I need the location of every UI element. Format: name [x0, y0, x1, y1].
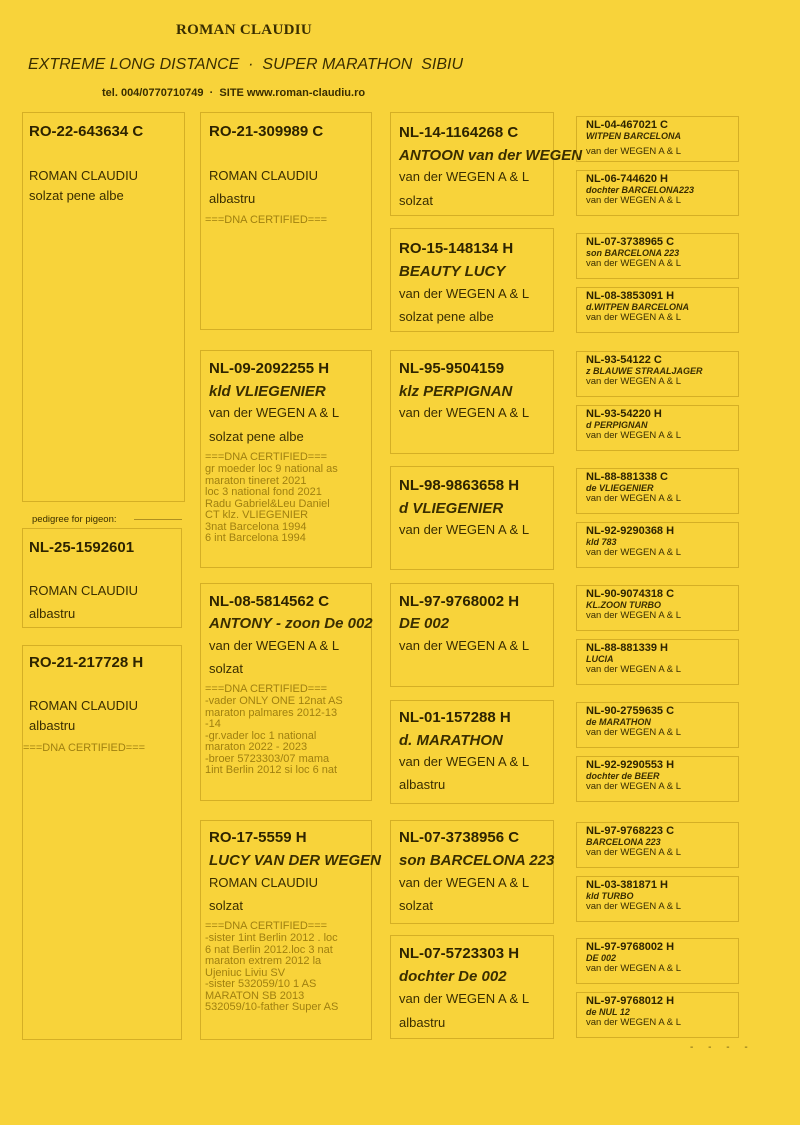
gen4-ring: NL-07-3738965 C — [586, 236, 675, 248]
gen2-owner: van der WEGEN A & L — [209, 638, 340, 653]
gen3-box-2 — [390, 228, 554, 332]
gen3-owner: van der WEGEN A & L — [399, 754, 530, 769]
dam-color: albastru — [29, 718, 76, 733]
gen3-box-3 — [390, 350, 554, 454]
gen2-name: ANTONY - zoon De 002 — [209, 615, 373, 632]
dam-dna: ===DNA CERTIFIED=== — [23, 742, 146, 754]
gen3-owner: van der WEGEN A & L — [399, 638, 530, 653]
gen2-color: solzat pene albe — [209, 429, 304, 444]
gen3-color: albastru — [399, 1015, 446, 1030]
gen3-color: solzat pene albe — [399, 309, 494, 324]
gen4-box-2 — [576, 170, 739, 216]
gen3-box-1 — [390, 112, 583, 216]
gen4-ring: NL-90-2759635 C — [586, 705, 675, 717]
gen3-name: BEAUTY LUCY — [399, 263, 506, 280]
sire-owner: ROMAN CLAUDIU — [29, 168, 139, 183]
gen4-box-8 — [576, 522, 739, 568]
gen3-owner: van der WEGEN A & L — [399, 405, 530, 420]
gen3-name: dochter De 002 — [399, 968, 507, 985]
gen4-name: son BARCELONA 223 — [586, 248, 680, 258]
gen3-ring: NL-01-157288 H — [399, 709, 511, 726]
gen4-owner: van der WEGEN A & L — [586, 727, 682, 738]
gen2-name: LUCY VAN DER WEGEN — [209, 852, 381, 869]
gen3-name: klz PERPIGNAN — [399, 383, 513, 400]
gen4-ring: NL-92-9290368 H — [586, 525, 675, 537]
gen4-owner: van der WEGEN A & L — [586, 146, 682, 157]
sire-ring: RO-22-643634 C — [29, 123, 144, 140]
gen3-owner: van der WEGEN A & L — [399, 991, 530, 1006]
gen4-box-1 — [576, 116, 739, 162]
subject-box — [22, 528, 182, 628]
gen3-owner: van der WEGEN A & L — [399, 169, 530, 184]
gen3-owner: van der WEGEN A & L — [399, 875, 530, 890]
gen3-name: d VLIEGENIER — [399, 500, 504, 517]
gen4-box-7 — [576, 468, 739, 514]
gen4-ring: NL-88-881339 H — [586, 642, 668, 654]
gen4-ring: NL-03-381871 H — [586, 879, 668, 891]
subtitle: EXTREME LONG DISTANCE · SUPER MARATHON SIBIU — [28, 56, 464, 73]
subject-ring: NL-25-1592601 — [29, 539, 135, 556]
gen4-owner: van der WEGEN A & L — [586, 312, 682, 323]
contact-line: tel. 004/0770710749 · SITE www.roman-claudiu.ro — [102, 87, 366, 99]
gen4-owner: van der WEGEN A & L — [586, 781, 682, 792]
gen2-dna: ===DNA CERTIFIED=== — [205, 683, 328, 695]
gen4-name: dochter de BEER — [586, 771, 660, 781]
gen4-owner: van der WEGEN A & L — [586, 963, 682, 974]
gen2-color: solzat — [209, 898, 243, 913]
gen3-name: ANTOON van der WEGEN — [399, 147, 583, 164]
gen2-notes: gr moeder loc 9 national as maraton tineret 2021 loc 3 national fond 2021 Radu Gabriel&Leu Daniel CT klz. VLIEGENIER 3nat Barcelona 1994 6 int Barcelona 1994 — [205, 463, 338, 544]
gen2-notes: -sister 1int Berlin 2012 . loc 6 nat Berlin 2012.loc 3 nat maraton extrem 2012 la Ujeniuc Liviu SV -sister 532059/10 1 AS MARATON SB 2013 532059/10-father Super AS — [205, 932, 339, 1013]
gen2-box-4 — [200, 820, 381, 1040]
gen3-box-8 — [390, 935, 554, 1039]
gen4-name: kld TURBO — [586, 891, 634, 901]
gen4-box-10 — [576, 639, 739, 685]
gen4-name: de VLIEGENIER — [586, 483, 654, 493]
page-dots: - - - - — [690, 1042, 754, 1053]
dam-ring: RO-21-217728 H — [29, 654, 144, 671]
gen2-notes: -vader ONLY ONE 12nat AS maraton palmares 2012-13 -14 -gr.vader loc 1 national maraton 2022 - 2023 -broer 5723303/07 mama 1int Berlin 2012 si loc 6 nat — [205, 695, 343, 776]
gen4-ring: NL-90-9074318 C — [586, 588, 675, 600]
gen4-owner: van der WEGEN A & L — [586, 1017, 682, 1028]
gen4-owner: van der WEGEN A & L — [586, 547, 682, 558]
gen4-ring: NL-92-9290553 H — [586, 759, 675, 771]
gen4-ring: NL-93-54220 H — [586, 408, 662, 420]
gen2-owner: ROMAN CLAUDIU — [209, 875, 319, 890]
gen4-owner: van der WEGEN A & L — [586, 901, 682, 912]
gen4-ring: NL-06-744620 H — [586, 173, 668, 185]
gen2-ring: NL-09-2092255 H — [209, 360, 330, 377]
gen4-name: kld 783 — [586, 537, 617, 547]
gen2-box-3 — [200, 583, 372, 801]
gen3-box-6 — [390, 700, 554, 804]
subject-color: albastru — [29, 606, 76, 621]
gen3-name: d. MARATHON — [399, 732, 503, 749]
gen4-box-12 — [576, 756, 739, 802]
gen4-name: dochter BARCELONA223 — [586, 185, 695, 195]
dam-box — [22, 645, 182, 1040]
gen4-ring: NL-97-9768002 H — [586, 941, 675, 953]
gen4-ring: NL-08-3853091 H — [586, 290, 675, 302]
gen4-box-14 — [576, 876, 739, 922]
gen4-name: d.WITPEN BARCELONA — [586, 302, 689, 312]
gen4-name: de MARATHON — [586, 717, 651, 727]
gen3-color: solzat — [399, 898, 433, 913]
gen2-owner: ROMAN CLAUDIU — [209, 168, 319, 183]
gen3-name: son BARCELONA 223 — [399, 852, 555, 869]
gen4-box-11 — [576, 702, 739, 748]
gen4-ring: NL-93-54122 C — [586, 354, 662, 366]
gen3-ring: NL-07-5723303 H — [399, 945, 520, 962]
dam-owner: ROMAN CLAUDIU — [29, 698, 139, 713]
label-divider — [134, 519, 182, 520]
gen2-name: kld VLIEGENIER — [209, 383, 326, 400]
gen4-name: LUCIA — [586, 654, 614, 664]
gen4-owner: van der WEGEN A & L — [586, 258, 682, 269]
gen4-owner: van der WEGEN A & L — [586, 430, 682, 441]
gen4-name: KL.ZOON TURBO — [586, 600, 661, 610]
gen2-ring: RO-17-5559 H — [209, 829, 307, 846]
gen3-owner: van der WEGEN A & L — [399, 522, 530, 537]
gen2-box-1 — [200, 112, 372, 330]
gen2-color: albastru — [209, 191, 256, 206]
gen4-box-15 — [576, 938, 739, 984]
gen4-owner: van der WEGEN A & L — [586, 847, 682, 858]
gen2-dna: ===DNA CERTIFIED=== — [205, 920, 328, 932]
gen3-ring: NL-98-9863658 H — [399, 477, 520, 494]
gen4-box-16 — [576, 992, 739, 1038]
sire-box — [22, 112, 185, 502]
gen3-name: DE 002 — [399, 615, 450, 632]
sire-color: solzat pene albe — [29, 188, 124, 203]
gen4-owner: van der WEGEN A & L — [586, 664, 682, 675]
gen3-ring: NL-14-1164268 C — [399, 124, 519, 141]
gen2-ring: NL-08-5814562 C — [209, 593, 330, 610]
gen3-ring: NL-95-9504159 — [399, 360, 505, 377]
gen2-owner: van der WEGEN A & L — [209, 405, 340, 420]
gen4-owner: van der WEGEN A & L — [586, 195, 682, 206]
gen4-name: WITPEN BARCELONA — [586, 131, 681, 141]
gen4-ring: NL-97-9768223 C — [586, 825, 675, 837]
gen4-box-9 — [576, 585, 739, 631]
gen4-box-4 — [576, 287, 739, 333]
gen2-dna: ===DNA CERTIFIED=== — [205, 451, 328, 463]
gen4-owner: van der WEGEN A & L — [586, 376, 682, 387]
gen4-owner: van der WEGEN A & L — [586, 610, 682, 621]
gen2-box-2 — [200, 350, 372, 568]
gen3-ring: NL-07-3738956 C — [399, 829, 520, 846]
gen3-box-5 — [390, 583, 554, 687]
gen3-color: solzat — [399, 193, 433, 208]
gen4-box-13 — [576, 822, 739, 868]
gen4-name: de NUL 12 — [586, 1007, 630, 1017]
gen3-box-7 — [390, 820, 554, 924]
gen4-owner: van der WEGEN A & L — [586, 493, 682, 504]
gen4-ring: NL-04-467021 C — [586, 119, 668, 131]
gen4-box-3 — [576, 233, 739, 279]
subject-owner: ROMAN CLAUDIU — [29, 583, 139, 598]
gen3-ring: NL-97-9768002 H — [399, 593, 520, 610]
gen3-owner: van der WEGEN A & L — [399, 286, 530, 301]
gen4-box-5 — [576, 351, 739, 397]
gen4-name: d PERPIGNAN — [586, 420, 648, 430]
gen2-ring: RO-21-309989 C — [209, 123, 324, 140]
gen4-ring: NL-97-9768012 H — [586, 995, 675, 1007]
gen2-color: solzat — [209, 661, 243, 676]
gen3-box-4 — [390, 466, 554, 570]
gen3-color: albastru — [399, 777, 446, 792]
gen4-name: BARCELONA 223 — [586, 837, 661, 847]
gen4-name: DE 002 — [586, 953, 617, 963]
gen4-name: z BLAUWE STRAALJAGER — [586, 366, 703, 376]
gen4-box-6 — [576, 405, 739, 451]
gen3-ring: RO-15-148134 H — [399, 240, 514, 257]
owner-title: ROMAN CLAUDIU — [176, 22, 312, 38]
pedigree-label: pedigree for pigeon: — [32, 514, 117, 525]
gen4-ring: NL-88-881338 C — [586, 471, 668, 483]
gen2-dna: ===DNA CERTIFIED=== — [205, 214, 328, 226]
